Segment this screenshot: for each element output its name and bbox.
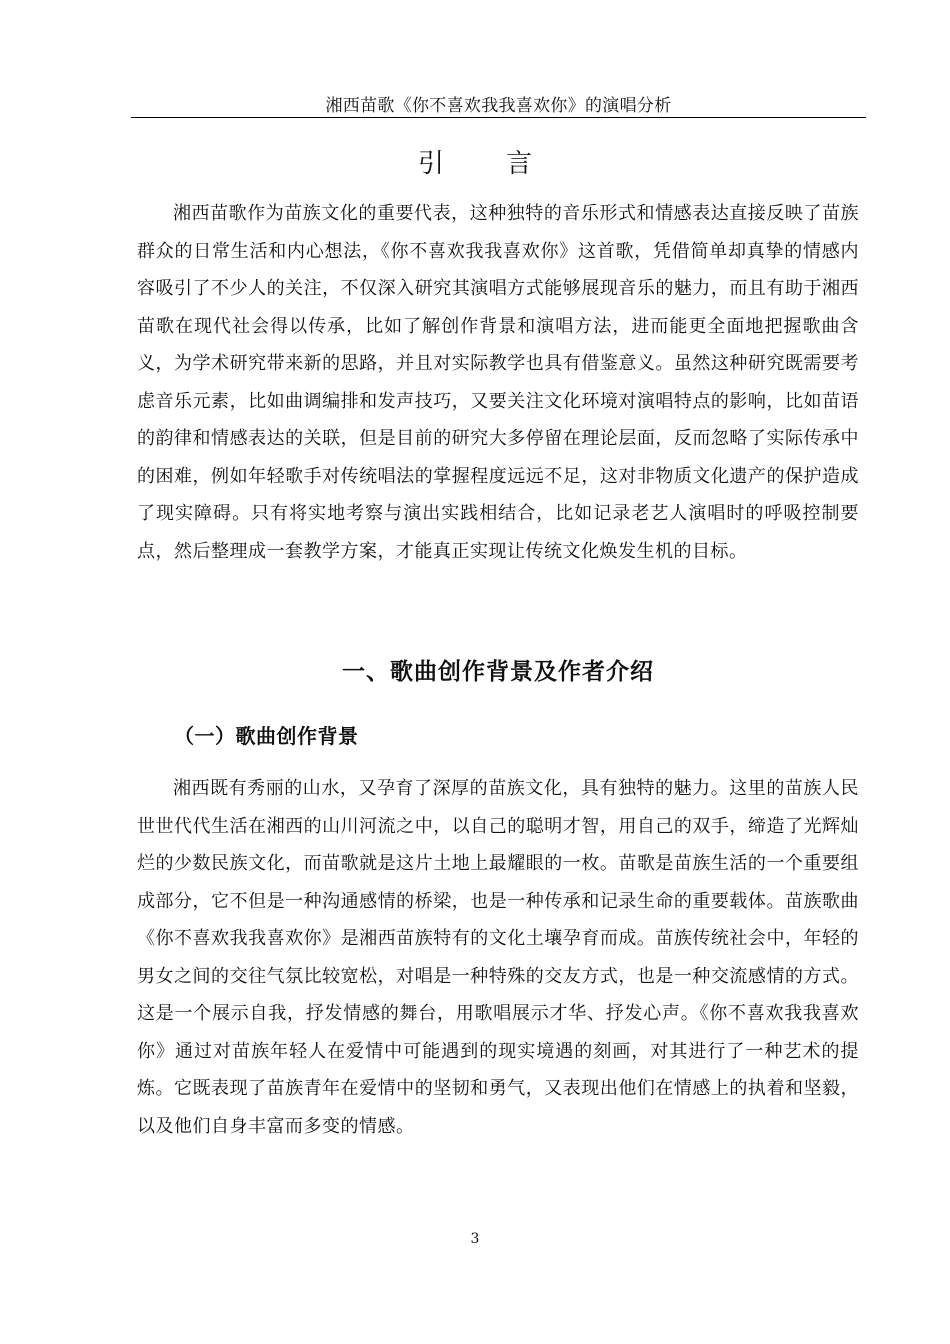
subsection-heading: （一）歌曲创作背景 — [174, 724, 359, 748]
header-rule — [131, 117, 866, 118]
introduction-title: 引言 — [417, 149, 594, 179]
section-heading: 一、歌曲创作背景及作者介绍 — [342, 659, 654, 685]
introduction-paragraph: 湘西苗歌作为苗族文化的重要代表，这种独特的音乐形式和情感表达直接反映了苗族群众的日常生活和内心想法，《你不喜欢我我喜欢你》这首歌，凭借简单却真挚的情感内容吸引了不少人的关注，不仅深入研究其演唱方式能够展现音乐的魅力，而且有助于湘西苗歌在现代社会得以传承，比如了解创作背景和演唱方法，进而能更全面地把握歌曲含义，为学术研究带来新的思路，并且对实际教学也具有借鉴意义。虽然这种研究既需要考虑音乐元素，比如曲调编排和发声技巧，又要关注文化环境对演唱特点的影响，比如苗语的韵律和情感表达的关联，但是目前的研究大多停留在理论层面，反而忽略了实际传承中的困难，例如年轻歌手对传统唱法的掌握程度远远不足，这对非物质文化遗产的保护造成了现实障碍。只有将实地考察与演出实践相结合，比如记录老艺人演唱时的呼吸控制要点，然后整理成一套教学方案，才能真正实现让传统文化焕发生机的目标。 — [137, 203, 859, 562]
page-number: 3 — [470, 1231, 480, 1247]
background-paragraph: 湘西既有秀丽的山水，又孕育了深厚的苗族文化，具有独特的魅力。这里的苗族人民世世代代生活在湘西的山川河流之中，以自己的聪明才智，用自己的双手，缔造了光辉灿烂的少数民族文化，而苗歌就是这片土地上最耀眼的一枚。苗歌是苗族生活的一个重要组成部分，它不但是一种沟通感情的桥梁，也是一种传承和记录生命的重要载体。苗族歌曲《你不喜欢我我喜欢你》是湘西苗族特有的文化土壤孕育而成。苗族传统社会中，年轻的男女之间的交往气氛比较宽松，对唱是一种特殊的交友方式，也是一种交流感情的方式。这是一个展示自我，抒发情感的舞台，用歌唱展示才华、抒发心声。《你不喜欢我我喜欢你》通过对苗族年轻人在爱情中可能遇到的现实境遇的刻画，对其进行了一种艺术的提炼。它既表现了苗族青年在爱情中的坚韧和勇气，又表现出他们在情感上的执着和坚毅，以及他们自身丰富而多变的情感。 — [137, 778, 859, 1137]
running-header: 湘西苗歌《你不喜欢我我喜欢你》的演唱分析 — [325, 96, 672, 116]
